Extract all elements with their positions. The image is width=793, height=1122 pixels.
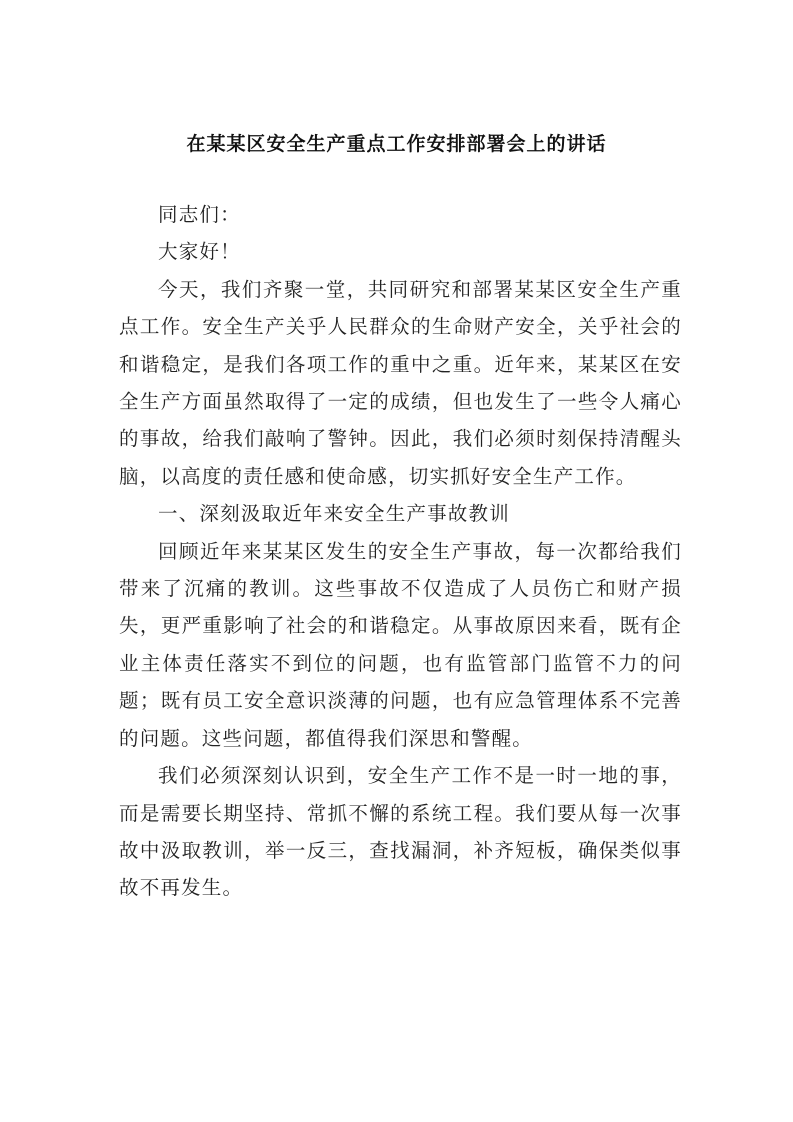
body-paragraph: 我们必须深刻认识到，安全生产工作不是一时一地的事，而是需要长期坚持、常抓不懈的系统工程。我们要从每一次事故中汲取教训，举一反三，查找漏洞，补齐短板，确保类似事故不再发生。 — [119, 764, 682, 900]
document-title: 在某某区安全生产重点工作安排部署会上的讲话 — [186, 133, 607, 155]
body-paragraph: 回顾近年来某某区发生的安全生产事故，每一次都给我们带来了沉痛的教训。这些事故不仅造成了人员伤亡和财产损失，更严重影响了社会的和谐稳定。从事故原因来看，既有企业主体责任落实不到位的问题，也有监管部门监管不力的问题；既有员工安全意识淡薄的问题，也有应急管理体系不完善的问题。这些问题，都值得我们深思和警醒。 — [119, 539, 682, 750]
section-heading: 一、深刻汲取近年来安全生产事故教训 — [158, 502, 510, 526]
greeting: 大家好！ — [158, 240, 241, 264]
salutation: 同志们： — [158, 203, 241, 226]
intro-paragraph: 今天，我们齐聚一堂，共同研究和部署某某区安全生产重点工作。安全生产关乎人民群众的生命财产安全，关乎社会的和谐稳定，是我们各项工作的重中之重。近年来，某某区在安全生产方面虽然取得了一定的成绩，但也发生了一些令人痛心的事故，给我们敲响了警钟。因此，我们必须时刻保持清醒头脑，以高度的责任感和使命感，切实抓好安全生产工作。 — [119, 277, 682, 488]
document-body — [119, 196, 682, 907]
